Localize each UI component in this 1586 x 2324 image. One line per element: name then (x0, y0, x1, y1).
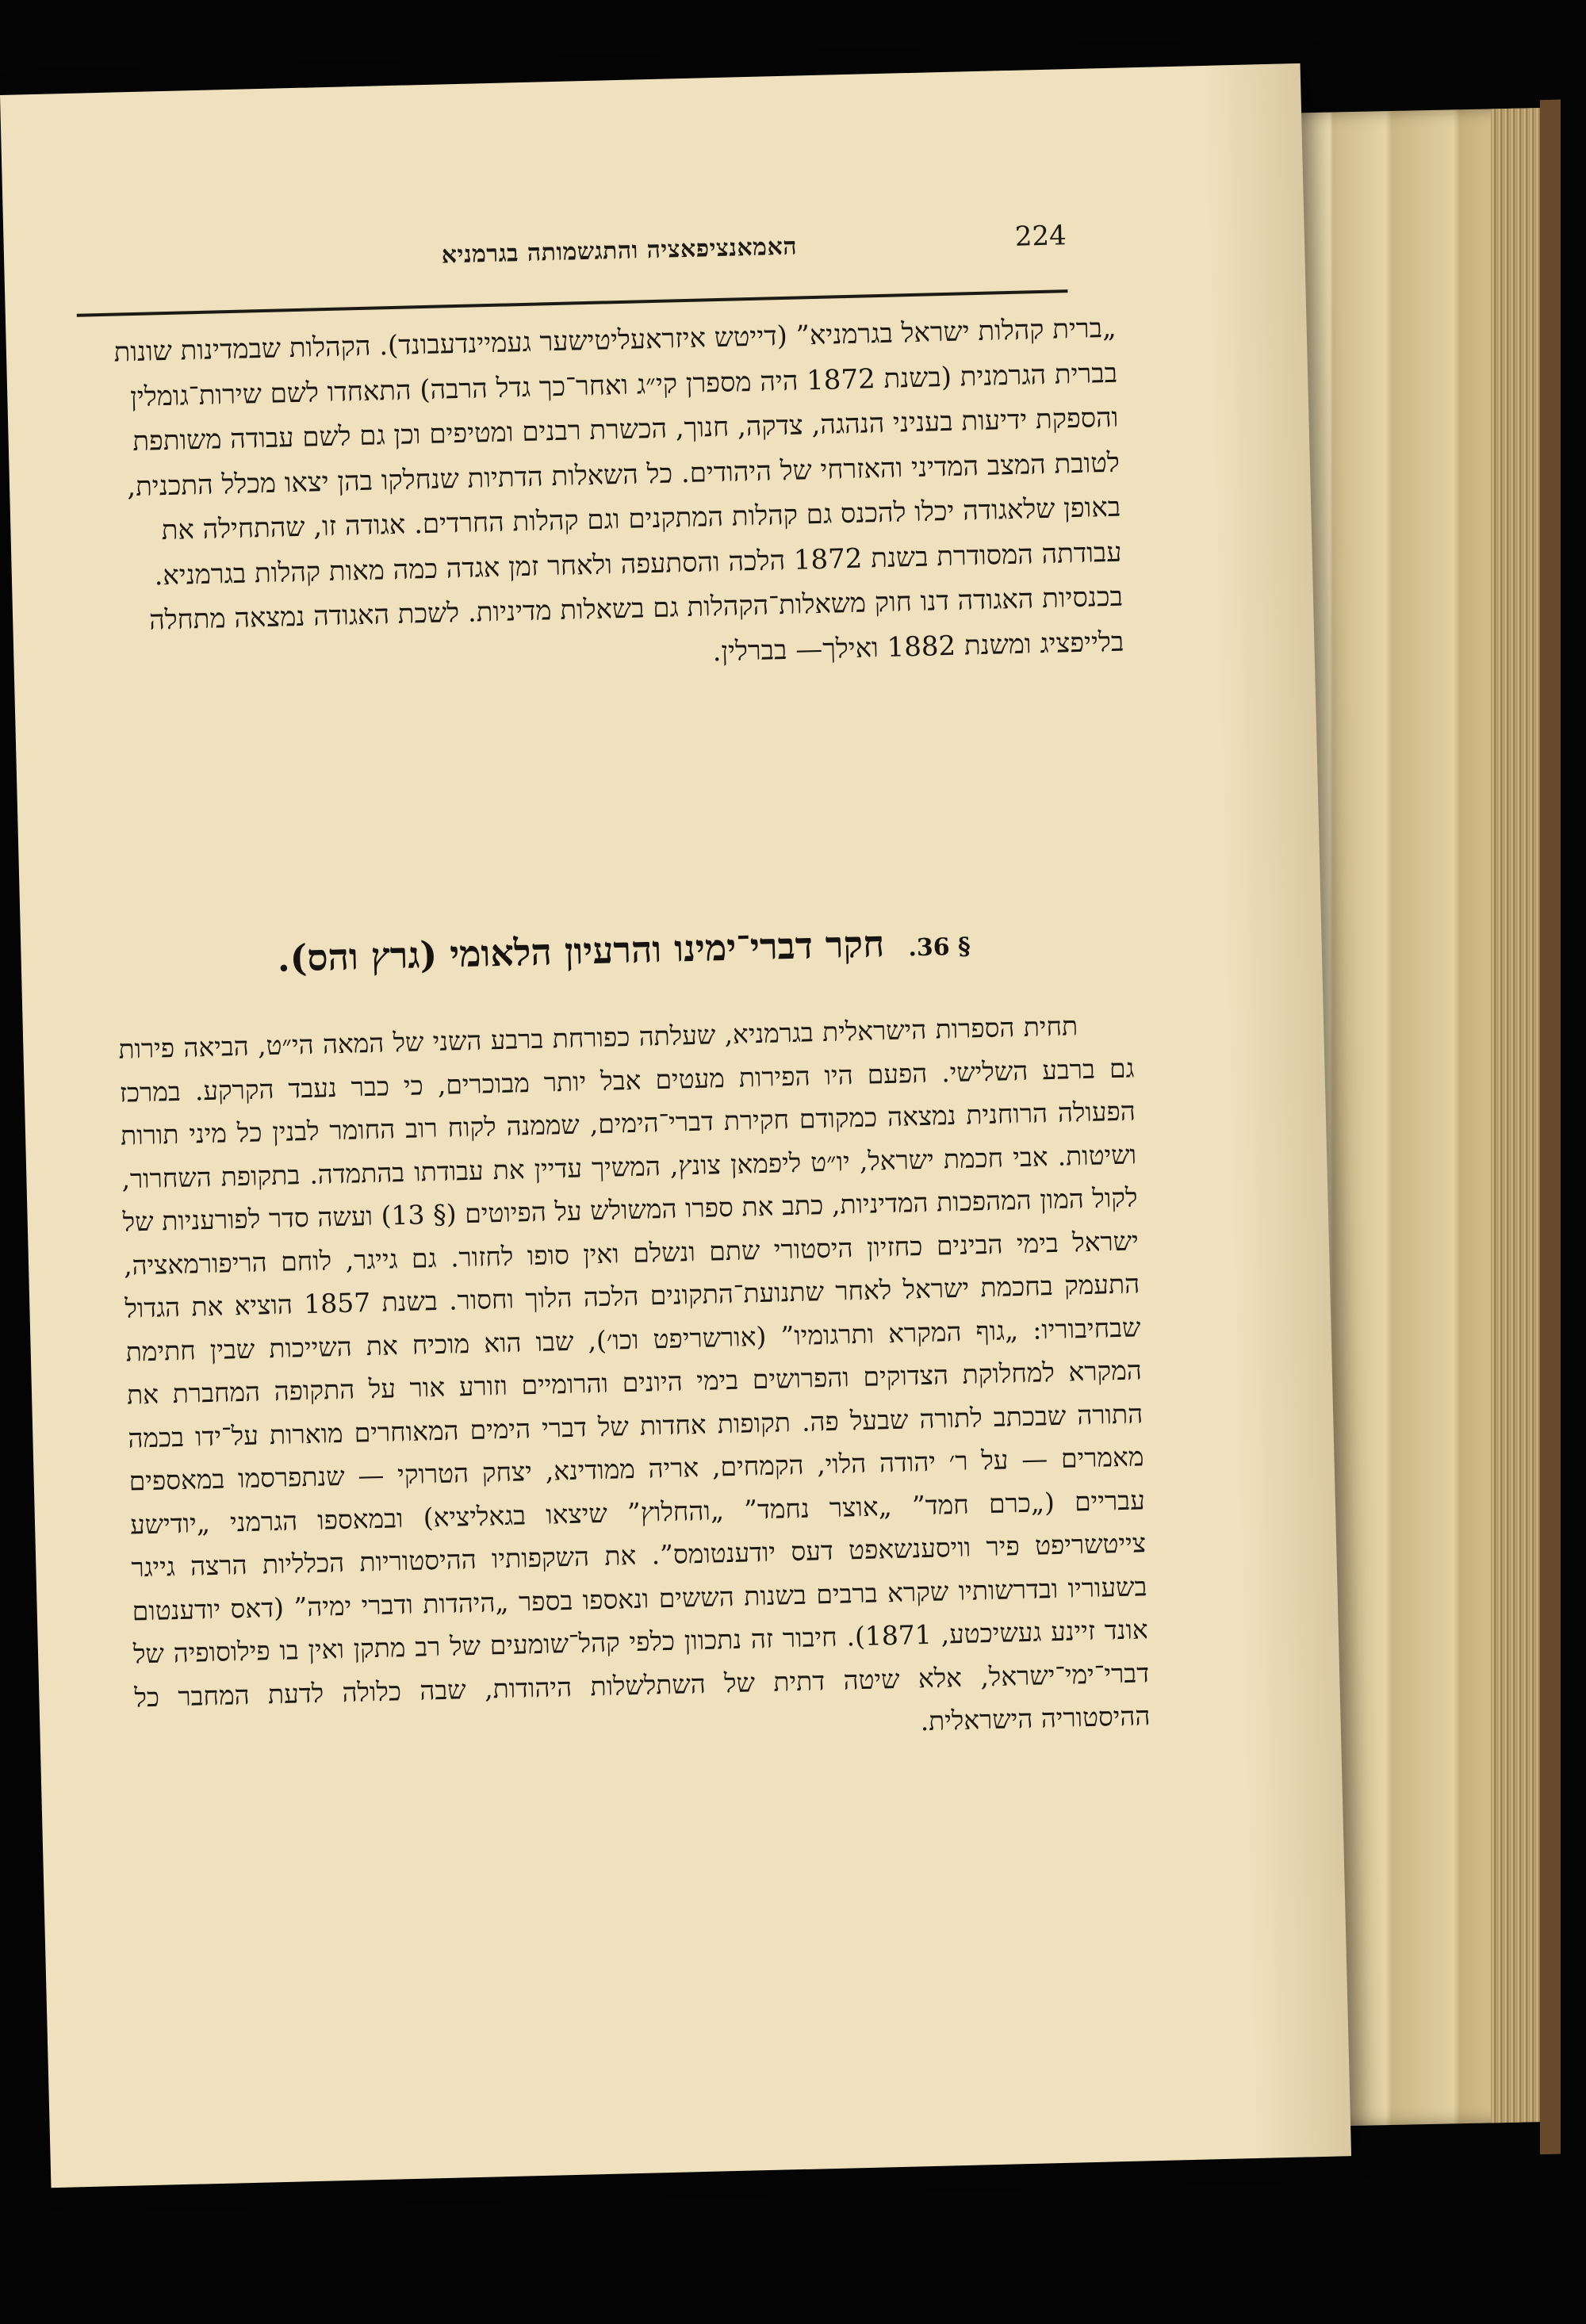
section-1-body (101, 306, 1124, 689)
paragraph-union-of-communities: „ברית קהלות ישראל בגרמניא” (דייטש איזראעליטישער געמיינדעבונד). הקהלות שבמדינות שונות בברית הגרמנית (בשנת 1872 היה מספרן קי״ג ואחר־כך גדל הרבה) התאחדו לשם שירות־גומלין והספקת ידיעות בעניני הנהגה, צדקה, חנוך, הכשרת רבנים ומטיפים וכן גם לשם עבודה משותפת לטובת המצב המדיני והאזרחי של היהודים. כל השאלות הדתיות שנחלקו בהן יצאו מכלל התכנית, באופן שלאגודה יכלו להכנס גם קהלות המתקנים וגם קהלות החרדים. אגודה זו, שהתחילה את עבודתה המסודרת בשנת 1872 הלכה והסתעפה ולאחר זמן אגדה כמה מאות קהלות בגרמניא. בכנסיות האגודה דנו חוק משאלות־הקהלות גם בשאלות מדיניות. לשכת האגודה נמצאה מתחלה בלייפציג ומשנת 1882 ואילך— בברלין. (113, 312, 1124, 668)
page-edges (1491, 108, 1546, 2123)
page-header (75, 212, 1067, 300)
book-cover-edge (1540, 100, 1561, 2154)
section-36-body (118, 1003, 1151, 1762)
running-head: האמאנציפאציה והתגשמותה בגרמניא (441, 232, 798, 270)
paragraph-history-research: תחית הספרות הישראלית בגרמניא, שעלתה כפורחת ברבע השני של המאה הי״ט, הביאה פירות גם ברבע השלישי. הפעם היו הפירות מעטים אבל יותר מבוכרים, כי כבר נעבד הקרקע. במרכז הפעולה הרוחנית נמצאה כמקודם חקירת דברי־הימים, שממנה לקוח רוב החומר לבנין כל מיני תורות ושיטות. אבי חכמת ישראל, יו״ט ליפמאן צונץ, המשיך עדיין את עבודתו בהתמדה. בתקופת השחרור, לקול המון המהפכות המדיניות, כתב את ספרו המשולש על הפיוטים (§ 13) ועשה סדר לפורעניות של ישראל בימי הבינים כחזיון היסטורי שתם ונשלם ואין סופו לחזור. גם גייגר, לוחם הריפורמאציה, התעמק בחכמת ישראל לאחר שתנועת־התקונים הלכה הלוך וחסור. בשנת 1857 הוציא את הגדול שבחיבוריו: „גוף המקרא ותרגומיו” (אורשריפט וכו׳), שבו הוא מוכיח את השייכות שבין חתימת המקרא למחלוקת הצדוקים והפרושים בימי היונים והרומיים וזורע אור על התקופה המחברת את התורה שבכתב לתורה שבעל פה. תקופות אחדות של דברי הימים המאוחרים מוארות על־ידו בכמה מאמרים — על ר׳ יהודה הלוי, הקמחים, אריה ממודינא, יצחק הטרוקי — שנתפרסמו במאספים עבריים („כרם חמד” „אוצר נחמד” „והחלוץ” שיצאו בגאליציא) ובמאספו הגרמני „יודישע צייטשריפט פיר וויסענשאפט דעס יודענטומס”. את השקפותיו ההיסטוריות הכלליות הרצה גייגר בשעוריו ובדרשותיו שקרא ברבים בשנות הששים ונאספו בספר „היהדות ודברי ימיה” (דאס יודענטום אונד זיינע געשיכטע, 1871). חיבור זה נתכוון כלפי קהל־שומעים של רב מתקן ואין בו פילוסופיה של דברי־ימי־ישראל, אלא שיטה דתית של השתלשלות היהודות, שבה כלולה לדעת המחבר כל ההיסטוריה הישראלית. (117, 1010, 1151, 1737)
page-number: 224 (1014, 220, 1067, 253)
section-heading (116, 916, 1132, 983)
book-page (0, 63, 1351, 2188)
section-title: חקר דברי־ימינו והרעיון הלאומי (גרץ והס). (276, 922, 885, 980)
section-number: § 36. (907, 932, 971, 963)
